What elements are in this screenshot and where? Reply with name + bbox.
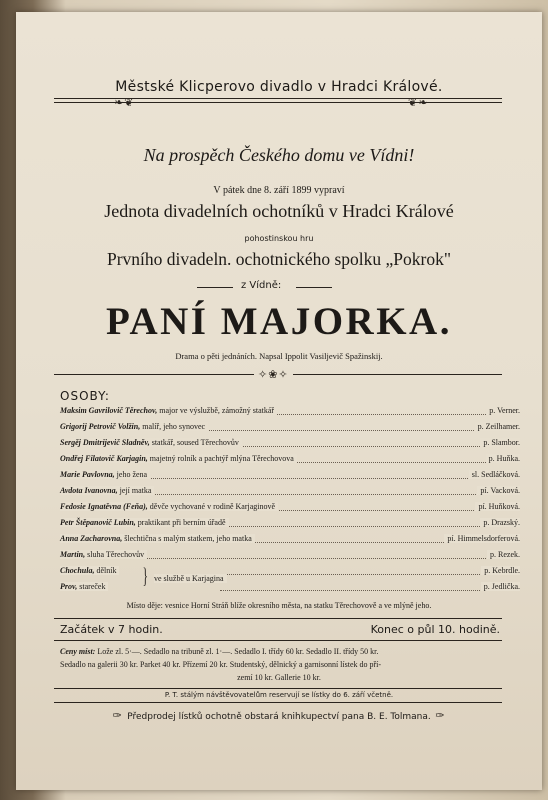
brace-icon: } (142, 563, 148, 588)
prices-line-1: Ceny míst: Lože zl. 5·—. Sedadlo na tribuně zl. 1·—. Sedadlo I. třídy 60 kr. Sedadlo II. třídy 50 kr. (60, 647, 379, 656)
prices-line-3: zemí 10 kr. Gallerie 10 kr. (237, 673, 321, 682)
cast-heading: OSOBY: (60, 389, 110, 403)
divider-ornament-icon: ✧❀✧ (254, 368, 293, 381)
start-time: Začátek v 7 hodin. (60, 623, 163, 636)
hand-ornament-left-icon: ✑ (112, 709, 128, 722)
reserve-rule-bottom (54, 702, 502, 703)
service-note: ve službě u Karjagina (154, 574, 227, 583)
ornament-left-icon: ❧❦ (114, 96, 135, 109)
reserve-note: P. T. stálým návštěvovatelům reservují se lístky do 6. září včetně. (164, 691, 394, 699)
guest-performance-label: pohostinskou hru (244, 234, 314, 243)
cast-row: Prov, stareček p. Jedlička. (60, 582, 520, 591)
cast-row: Anna Zacharovna, šlechtična s malým statkem, jeho matka pí. Himmelsdorferová. (60, 534, 520, 543)
society-name: Jednota divadelních ochotníků v Hradci Králové (104, 201, 454, 221)
cast-row: Avdota Ivanovna, její matka pí. Vacková. (60, 486, 520, 495)
time-rule-top (54, 618, 502, 619)
play-subtitle: Drama o pěti jednáních. Napsal Ippolit Vasiljevič Spažinskij. (175, 351, 383, 361)
cast-row: Maksim Gavrilovič Těrechov, major ve výslužbě, zámožný statkář p. Verner. (60, 406, 520, 415)
cast-row: Fedosie Ignatěvna (Feňa), děvče vychované v rodině Karjaginově pí. Huňková. (60, 502, 520, 511)
benefit-line: Na prospěch Českého domu ve Vídni! (143, 145, 415, 165)
play-title: PANÍ MAJORKA. (106, 300, 452, 343)
cast-row: Grigorij Petrovič Volžin, malíř, jeho synovec p. Zeilhamer. (60, 422, 520, 431)
cast-row: Martin, sluha Těrechovův p. Rezek. (60, 550, 520, 559)
guest-company: Prvního divadeln. ochotnického spolku „Pokrok" (107, 249, 451, 269)
dash-left (197, 287, 233, 288)
end-time: Konec o půl 10. hodině. (370, 623, 500, 636)
hand-ornament-right-icon: ✑ (430, 709, 446, 722)
dash-right (296, 287, 332, 288)
time-rule-bottom (54, 640, 502, 641)
presale-line: ✑ Předprodej lístků ochotně obstará knihkupectví pana B. E. Tolmana. ✑ (112, 709, 446, 722)
cast-row: Sergěj Dmitrijevič Sladněv, statkář, soused Těrechovův p. Slambor. (60, 438, 520, 447)
ornament-right-icon: ❦❧ (408, 96, 429, 109)
cast-row: Marie Pavlovna, jeho žena sl. Sedláčková. (60, 470, 520, 479)
reserve-rule-top (54, 688, 502, 689)
cast-row: Chochula, dělník p. Kebrdle. (60, 566, 520, 575)
setting-line: Místo děje: vesnice Horní Stráň blíže okresního města, na statku Těrechovově a ve mlýně jeho. (126, 601, 432, 610)
from-city: z Vídně: (241, 280, 282, 291)
date-line: V pátek dne 8. září 1899 vypraví (213, 185, 345, 196)
theatre-name: Městské Klicperovo divadlo v Hradci Králové. (115, 79, 443, 95)
prices-line-2: Sedadlo na galerii 30 kr. Parket 40 kr. Přízemí 20 kr. Studentský, dělnický a garnisonní lístek do pří- (60, 660, 382, 669)
cast-row: Ondřej Filatovič Karjagin, majetný rolník a pachtýř mlýna Těrechovova p. Huňka. (60, 454, 520, 463)
cast-row: Petr Štěpanovič Lubin, praktikant při berním úřadě p. Drazský. (60, 518, 520, 527)
playbill-sheet (16, 12, 542, 790)
